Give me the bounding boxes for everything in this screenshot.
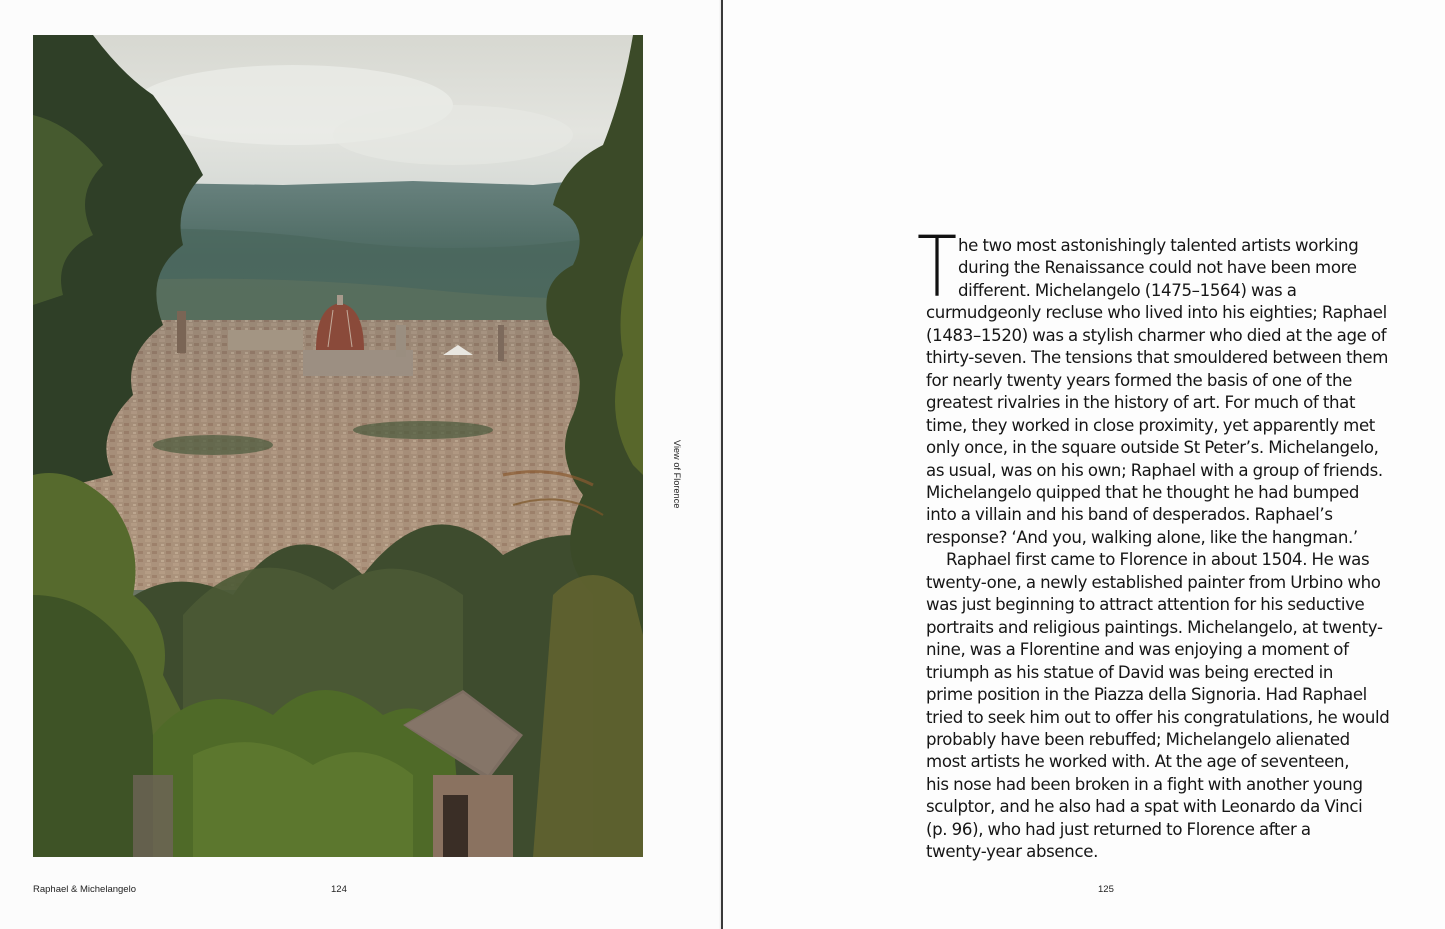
text-line: nine, was a Florentine and was enjoying a moment of: [926, 640, 1349, 660]
text-line: twenty-year absence.: [926, 842, 1099, 862]
text-line: most artists he worked with. At the age of seventeen,: [926, 752, 1350, 772]
paragraph-1: [926, 235, 1426, 549]
body-text: [926, 235, 1426, 864]
text-line: twenty-one, a newly established painter from Urbino who: [926, 572, 1381, 592]
text-line: probably have been rebuffed; Michelangelo alienated: [926, 729, 1350, 749]
florence-landscape-image: [33, 35, 643, 857]
text-line: tried to seek him out to offer his congratulations, he would: [926, 707, 1390, 727]
text-line: into a villain and his band of desperados. Raphael’s: [926, 505, 1333, 525]
text-line: thirty-seven. The tensions that smouldered between them: [926, 348, 1389, 368]
text-line: greatest rivalries in the history of art. For much of that: [926, 393, 1356, 413]
text-line: (p. 96), who had just returned to Florence after a: [926, 819, 1311, 839]
text-line: he two most astonishingly talented artists working: [958, 236, 1359, 255]
photo-caption: View of Florence: [672, 440, 682, 509]
text-line: for nearly twenty years formed the basis of one of the: [926, 370, 1352, 390]
text-line: Raphael first came to Florence in about 1504. He was: [946, 550, 1370, 570]
text-line: only once, in the square outside St Peter’s. Michelangelo,: [926, 438, 1379, 458]
text-line: time, they worked in close proximity, yet apparently met: [926, 415, 1375, 435]
text-line: prime position in the Piazza della Signoria. Had Raphael: [926, 685, 1367, 705]
text-line: response? ‘And you, walking alone, like the hangman.’: [926, 527, 1358, 547]
text-line: Michelangelo quipped that he thought he had bumped: [926, 482, 1360, 502]
photo-view-of-florence: [33, 35, 643, 857]
paragraph-2: [926, 549, 1426, 863]
left-page: [0, 0, 721, 929]
running-head: Raphael & Michelangelo: [33, 884, 136, 895]
text-line: portraits and religious paintings. Michelangelo, at twenty-: [926, 617, 1383, 637]
text-line: curmudgeonly recluse who lived into his eighties; Raphael: [926, 303, 1387, 323]
page-number-right: 125: [1098, 884, 1114, 895]
text-line: as usual, was on his own; Raphael with a group of friends.: [926, 460, 1383, 480]
page-number-left: 124: [331, 884, 347, 895]
drop-cap: T: [917, 218, 958, 316]
text-line: during the Renaissance could not have been more: [958, 258, 1357, 278]
text-line: triumph as his statue of David was being erected in: [926, 662, 1333, 682]
text-line: sculptor, and he also had a spat with Leonardo da Vinci: [926, 797, 1363, 817]
text-line: was just beginning to attract attention for his seductive: [926, 595, 1365, 615]
text-line: different. Michelangelo (1475–1564) was a: [958, 280, 1297, 300]
text-line: his nose had been broken in a fight with another young: [926, 774, 1363, 794]
text-line: (1483–1520) was a stylish charmer who died at the age of: [926, 325, 1387, 345]
